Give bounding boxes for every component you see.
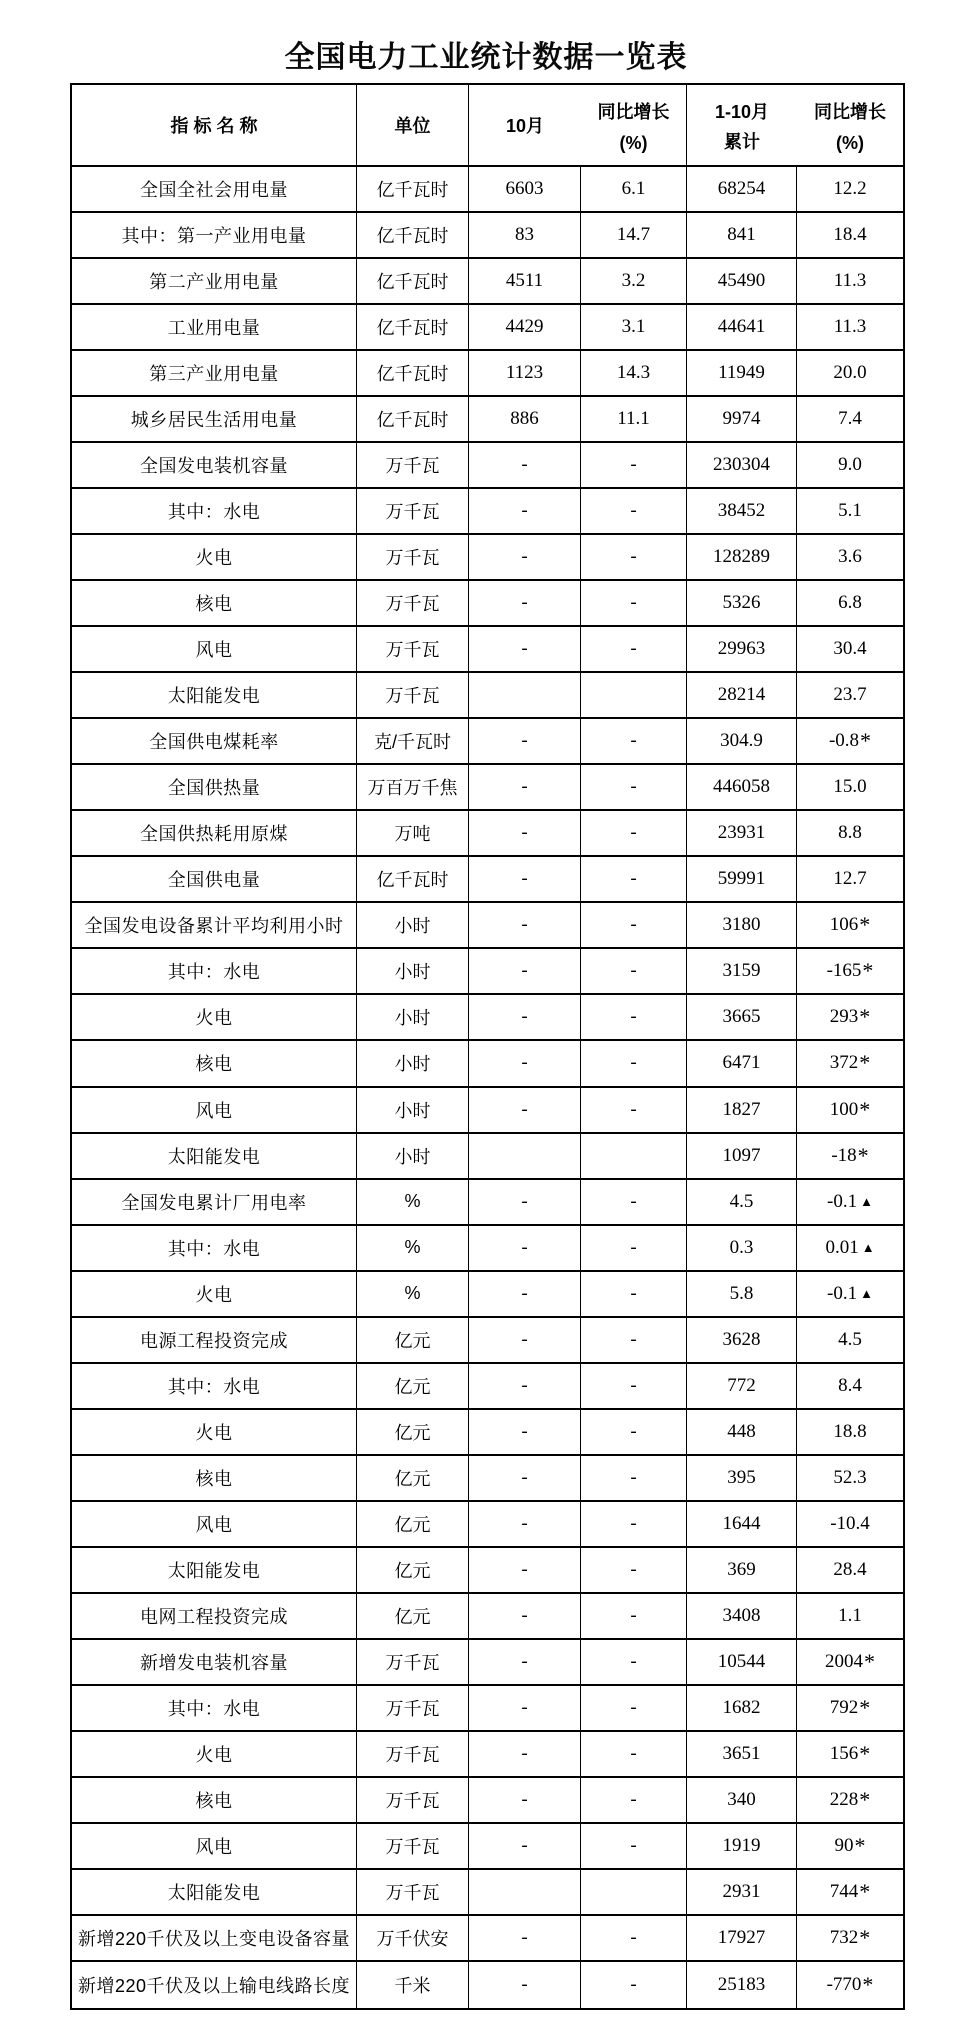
- cum-value-cell: 1827: [687, 1088, 797, 1134]
- oct-value-cell: -: [469, 1180, 581, 1226]
- cum-yoy-cell: 18.4: [797, 213, 903, 259]
- oct-value-cell: -: [469, 1410, 581, 1456]
- oct-yoy-cell: -: [581, 443, 687, 489]
- oct-yoy-cell: -: [581, 1916, 687, 1962]
- indicator-name-cell: 核电: [72, 1778, 357, 1824]
- oct-value-cell: -: [469, 719, 581, 765]
- indicator-name-cell: 火电: [72, 1410, 357, 1456]
- indicator-name-cell: 太阳能发电: [72, 1548, 357, 1594]
- indicator-name-cell: 风电: [72, 1824, 357, 1870]
- cum-yoy-cell: 7.4: [797, 397, 903, 443]
- cum-yoy-cell: 156 *: [797, 1732, 903, 1778]
- cum-value-cell: 230304: [687, 443, 797, 489]
- oct-value-cell: -: [469, 627, 581, 673]
- indicator-name-cell: 核电: [72, 1041, 357, 1087]
- cum-yoy-cell: -165 *: [797, 949, 903, 995]
- cum-value-cell: 44641: [687, 305, 797, 351]
- indicator-name-cell: 第二产业用电量: [72, 259, 357, 305]
- cum-yoy-cell: 732 *: [797, 1916, 903, 1962]
- cum-yoy-cell: 1.1: [797, 1594, 903, 1640]
- oct-yoy-cell: -: [581, 1226, 687, 1272]
- page-title: 全国电力工业统计数据一览表: [284, 41, 688, 74]
- unit-cell: 亿千瓦时: [357, 305, 469, 351]
- oct-yoy-cell: -: [581, 1041, 687, 1087]
- cum-value-cell: 3159: [687, 949, 797, 995]
- oct-value-cell: -: [469, 1041, 581, 1087]
- indicator-name-cell: 核电: [72, 581, 357, 627]
- unit-cell: %: [357, 1226, 469, 1272]
- oct-value-cell: -: [469, 811, 581, 857]
- indicator-name-cell: 全国发电设备累计平均利用小时: [72, 903, 357, 949]
- oct-yoy-cell: 6.1: [581, 167, 687, 213]
- unit-cell: 亿千瓦时: [357, 167, 469, 213]
- oct-yoy-cell: -: [581, 489, 687, 535]
- cum-value-cell: 1644: [687, 1502, 797, 1548]
- indicator-name-cell: 全国全社会用电量: [72, 167, 357, 213]
- oct-value-cell: -: [469, 1088, 581, 1134]
- oct-yoy-cell: -: [581, 1410, 687, 1456]
- oct-value-cell: [469, 673, 581, 719]
- unit-cell: 亿元: [357, 1548, 469, 1594]
- oct-yoy-cell: -: [581, 949, 687, 995]
- oct-yoy-cell: -: [581, 1824, 687, 1870]
- statistics-table: [70, 83, 905, 2010]
- cum-yoy-cell: -0.1 ▲: [797, 1180, 903, 1226]
- header-cumulative-yoy: [797, 85, 903, 167]
- oct-yoy-cell: -: [581, 765, 687, 811]
- oct-yoy-cell: 14.7: [581, 213, 687, 259]
- oct-value-cell: -: [469, 581, 581, 627]
- indicator-name-cell: 太阳能发电: [72, 1870, 357, 1916]
- oct-yoy-cell: -: [581, 581, 687, 627]
- oct-value-cell: 886: [469, 397, 581, 443]
- indicator-name-cell: 全国供电煤耗率: [72, 719, 357, 765]
- cum-yoy-cell: 28.4: [797, 1548, 903, 1594]
- header-indicator-name: 指 标 名 称: [72, 85, 357, 167]
- unit-cell: 克/千瓦时: [357, 719, 469, 765]
- cum-value-cell: 3180: [687, 903, 797, 949]
- oct-value-cell: -: [469, 1502, 581, 1548]
- oct-yoy-cell: -: [581, 1640, 687, 1686]
- indicator-name-cell: 全国发电装机容量: [72, 443, 357, 489]
- cum-yoy-cell: 792 *: [797, 1686, 903, 1732]
- unit-cell: 小时: [357, 949, 469, 995]
- indicator-name-cell: 城乡居民生活用电量: [72, 397, 357, 443]
- cum-value-cell: 2931: [687, 1870, 797, 1916]
- oct-value-cell: -: [469, 1318, 581, 1364]
- cum-value-cell: 1097: [687, 1134, 797, 1180]
- indicator-name-cell: 太阳能发电: [72, 1134, 357, 1180]
- cum-value-cell: 5.8: [687, 1272, 797, 1318]
- cum-yoy-cell: 20.0: [797, 351, 903, 397]
- oct-yoy-cell: -: [581, 719, 687, 765]
- cum-yoy-cell: 228 *: [797, 1778, 903, 1824]
- header-october-yoy-line2: (%): [619, 133, 648, 153]
- indicator-name-cell: 核电: [72, 1456, 357, 1502]
- unit-cell: 万千瓦: [357, 1640, 469, 1686]
- cum-yoy-cell: 11.3: [797, 259, 903, 305]
- cum-value-cell: 369: [687, 1548, 797, 1594]
- oct-yoy-cell: -: [581, 1318, 687, 1364]
- cum-yoy-cell: 3.6: [797, 535, 903, 581]
- cum-yoy-cell: 0.01 ▲: [797, 1226, 903, 1272]
- cum-yoy-cell: 2004 *: [797, 1640, 903, 1686]
- cum-value-cell: 9974: [687, 397, 797, 443]
- oct-value-cell: -: [469, 1824, 581, 1870]
- oct-yoy-cell: 3.2: [581, 259, 687, 305]
- cum-value-cell: 38452: [687, 489, 797, 535]
- cum-value-cell: 395: [687, 1456, 797, 1502]
- oct-value-cell: 1123: [469, 351, 581, 397]
- cum-value-cell: 0.3: [687, 1226, 797, 1272]
- oct-value-cell: -: [469, 1226, 581, 1272]
- cum-yoy-cell: -770 *: [826, 1971, 874, 1997]
- indicator-name-cell: 火电: [72, 1272, 357, 1318]
- header-cumulative-line1: 1-10月: [714, 102, 770, 122]
- cum-yoy-cell: 23.7: [797, 673, 903, 719]
- oct-yoy-cell: -: [581, 535, 687, 581]
- header-cumulative-line2: 累计: [724, 132, 760, 152]
- oct-value-cell: -: [469, 1594, 581, 1640]
- unit-cell: 亿元: [357, 1594, 469, 1640]
- unit-cell: 万千伏安: [357, 1916, 469, 1962]
- oct-yoy-cell: -: [581, 1548, 687, 1594]
- unit-cell: 万千瓦: [357, 673, 469, 719]
- cum-yoy-cell: 12.7: [797, 857, 903, 903]
- indicator-name-cell: 全国供热耗用原煤: [72, 811, 357, 857]
- indicator-name-cell: 新增220千伏及以上输电线路长度: [72, 1962, 357, 2008]
- unit-cell: 小时: [357, 1041, 469, 1087]
- header-cumulative: [687, 85, 797, 167]
- indicator-name-cell: 其中：水电: [72, 489, 357, 535]
- header-unit: 单位: [357, 85, 469, 167]
- indicator-name-cell: 电源工程投资完成: [72, 1318, 357, 1364]
- oct-value-cell: -: [469, 1456, 581, 1502]
- cum-value-cell: 304.9: [687, 719, 797, 765]
- cum-value-cell: 28214: [687, 673, 797, 719]
- oct-yoy-cell: -: [581, 1502, 687, 1548]
- cum-value-cell: 4.5: [687, 1180, 797, 1226]
- cum-yoy-cell: 100 *: [797, 1088, 903, 1134]
- cum-value-cell: 23931: [687, 811, 797, 857]
- unit-cell: 亿元: [357, 1456, 469, 1502]
- oct-value-cell: -: [469, 1548, 581, 1594]
- cum-value-cell: 25183: [687, 1962, 797, 2008]
- cum-value-cell: 5326: [687, 581, 797, 627]
- indicator-name-cell: 其中：水电: [72, 1364, 357, 1410]
- cum-value-cell: 1682: [687, 1686, 797, 1732]
- cum-value-cell: 3628: [687, 1318, 797, 1364]
- cum-value-cell: 448: [687, 1410, 797, 1456]
- cum-value-cell: 6471: [687, 1041, 797, 1087]
- indicator-name-cell: 第三产业用电量: [72, 351, 357, 397]
- unit-cell: 小时: [357, 1134, 469, 1180]
- cum-yoy-cell: 6.8: [797, 581, 903, 627]
- cum-value-cell: 59991: [687, 857, 797, 903]
- oct-yoy-cell: -: [581, 1594, 687, 1640]
- oct-yoy-cell: 11.1: [581, 397, 687, 443]
- header-cumulative-yoy-line2: (%): [836, 133, 864, 153]
- cum-yoy-cell: -18 *: [797, 1134, 903, 1180]
- indicator-name-cell: 全国供热量: [72, 765, 357, 811]
- indicator-name-cell: 其中：水电: [72, 949, 357, 995]
- unit-cell: 万千瓦: [357, 581, 469, 627]
- cum-yoy-cell: 8.4: [797, 1364, 903, 1410]
- indicator-name-cell: 风电: [72, 1502, 357, 1548]
- header-october-yoy-line1: 同比增长: [597, 102, 670, 122]
- oct-yoy-cell: 14.3: [581, 351, 687, 397]
- oct-yoy-cell: -: [581, 995, 687, 1041]
- oct-yoy-cell: -: [581, 1732, 687, 1778]
- cum-yoy-cell: 90 *: [797, 1824, 903, 1870]
- unit-cell: 万千瓦: [357, 627, 469, 673]
- oct-yoy-cell: -: [581, 1686, 687, 1732]
- unit-cell: 亿元: [357, 1318, 469, 1364]
- oct-yoy-cell: -: [581, 1962, 687, 2008]
- oct-value-cell: 4511: [469, 259, 581, 305]
- cum-yoy-cell: 12.2: [797, 167, 903, 213]
- indicator-name-cell: 全国发电累计厂用电率: [72, 1180, 357, 1226]
- oct-yoy-cell: -: [581, 1456, 687, 1502]
- cum-yoy-cell: 18.8: [797, 1410, 903, 1456]
- indicator-name-cell: 电网工程投资完成: [72, 1594, 357, 1640]
- cum-yoy-cell: -10.4: [797, 1502, 903, 1548]
- unit-cell: 万千瓦: [357, 535, 469, 581]
- unit-cell: 小时: [357, 903, 469, 949]
- cum-yoy-cell: 15.0: [797, 765, 903, 811]
- oct-value-cell: -: [469, 1916, 581, 1962]
- cum-value-cell: 446058: [687, 765, 797, 811]
- header-october: 10月: [469, 85, 581, 167]
- oct-value-cell: -: [469, 1962, 581, 2008]
- oct-value-cell: -: [469, 535, 581, 581]
- oct-yoy-cell: -: [581, 857, 687, 903]
- oct-value-cell: -: [469, 1732, 581, 1778]
- oct-value-cell: -: [469, 443, 581, 489]
- cum-yoy-cell: 30.4: [797, 627, 903, 673]
- unit-cell: 万千瓦: [357, 443, 469, 489]
- header-cumulative-yoy-line1: 同比增长: [814, 102, 886, 122]
- oct-value-cell: [469, 1870, 581, 1916]
- unit-cell: 万千瓦: [357, 1824, 469, 1870]
- oct-value-cell: -: [469, 765, 581, 811]
- oct-value-cell: 6603: [469, 167, 581, 213]
- cum-value-cell: 3651: [687, 1732, 797, 1778]
- unit-cell: 亿元: [357, 1502, 469, 1548]
- unit-cell: 小时: [357, 1088, 469, 1134]
- unit-cell: 万千瓦: [357, 1778, 469, 1824]
- cum-value-cell: 29963: [687, 627, 797, 673]
- oct-value-cell: 83: [469, 213, 581, 259]
- cum-yoy-cell: 744 *: [797, 1870, 903, 1916]
- oct-yoy-cell: [581, 1134, 687, 1180]
- oct-yoy-cell: -: [581, 1180, 687, 1226]
- cum-yoy-cell: -0.8 *: [797, 719, 903, 765]
- oct-yoy-cell: 3.1: [581, 305, 687, 351]
- oct-yoy-cell: -: [581, 1088, 687, 1134]
- oct-value-cell: -: [469, 903, 581, 949]
- oct-value-cell: -: [469, 995, 581, 1041]
- header-october-yoy: [581, 85, 687, 167]
- cum-value-cell: 68254: [687, 167, 797, 213]
- indicator-name-cell: 太阳能发电: [72, 673, 357, 719]
- indicator-name-cell: 工业用电量: [72, 305, 357, 351]
- indicator-name-cell: 风电: [72, 627, 357, 673]
- oct-value-cell: [469, 1134, 581, 1180]
- unit-cell: 小时: [357, 995, 469, 1041]
- oct-value-cell: 4429: [469, 305, 581, 351]
- unit-cell: 万吨: [357, 811, 469, 857]
- unit-cell: 万千瓦: [357, 1732, 469, 1778]
- cum-yoy-cell: 106 *: [797, 903, 903, 949]
- cum-value-cell: 11949: [687, 351, 797, 397]
- indicator-name-cell: 火电: [72, 535, 357, 581]
- unit-cell: 万千瓦: [357, 1686, 469, 1732]
- cum-yoy-cell: 4.5: [797, 1318, 903, 1364]
- indicator-name-cell: 全国供电量: [72, 857, 357, 903]
- cum-value-cell: 340: [687, 1778, 797, 1824]
- unit-cell: 亿千瓦时: [357, 213, 469, 259]
- cum-value-cell: 3665: [687, 995, 797, 1041]
- unit-cell: 亿千瓦时: [357, 351, 469, 397]
- unit-cell: 万千瓦: [357, 489, 469, 535]
- unit-cell: 万百万千焦: [357, 765, 469, 811]
- oct-yoy-cell: -: [581, 1778, 687, 1824]
- unit-cell: 亿元: [357, 1410, 469, 1456]
- unit-cell: 亿千瓦时: [357, 857, 469, 903]
- indicator-name-cell: 新增220千伏及以上变电设备容量: [72, 1916, 357, 1962]
- indicator-name-cell: 火电: [72, 1732, 357, 1778]
- oct-yoy-cell: -: [581, 903, 687, 949]
- oct-value-cell: -: [469, 1364, 581, 1410]
- cum-yoy-cell: 52.3: [797, 1456, 903, 1502]
- cum-yoy-cell: 9.0: [797, 443, 903, 489]
- indicator-name-cell: 其中：水电: [72, 1686, 357, 1732]
- indicator-name-cell: 其中：水电: [72, 1226, 357, 1272]
- oct-value-cell: -: [469, 857, 581, 903]
- unit-cell: %: [357, 1272, 469, 1318]
- oct-yoy-cell: -: [581, 1364, 687, 1410]
- oct-yoy-cell: -: [581, 811, 687, 857]
- indicator-name-cell: 新增发电装机容量: [72, 1640, 357, 1686]
- cum-yoy-cell: 11.3: [797, 305, 903, 351]
- oct-yoy-cell: [581, 1870, 687, 1916]
- oct-value-cell: -: [469, 1272, 581, 1318]
- cum-yoy-cell: 5.1: [797, 489, 903, 535]
- oct-value-cell: -: [469, 1778, 581, 1824]
- cum-value-cell: 841: [687, 213, 797, 259]
- cum-value-cell: 17927: [687, 1916, 797, 1962]
- cum-value-cell: 1919: [687, 1824, 797, 1870]
- cum-value-cell: 10544: [687, 1640, 797, 1686]
- oct-value-cell: -: [469, 489, 581, 535]
- oct-value-cell: -: [469, 1686, 581, 1732]
- cum-yoy-cell: 372 *: [797, 1041, 903, 1087]
- unit-cell: 亿千瓦时: [357, 397, 469, 443]
- oct-value-cell: -: [469, 949, 581, 995]
- unit-cell: 亿元: [357, 1364, 469, 1410]
- cum-yoy-cell: 8.8: [797, 811, 903, 857]
- unit-cell: 亿千瓦时: [357, 259, 469, 305]
- unit-cell: 千米: [357, 1962, 469, 2008]
- oct-yoy-cell: -: [581, 1272, 687, 1318]
- oct-yoy-cell: -: [581, 627, 687, 673]
- cum-value-cell: 772: [687, 1364, 797, 1410]
- indicator-name-cell: 火电: [72, 995, 357, 1041]
- cum-value-cell: 3408: [687, 1594, 797, 1640]
- oct-value-cell: -: [469, 1640, 581, 1686]
- unit-cell: 万千瓦: [357, 1870, 469, 1916]
- cum-value-cell: 45490: [687, 259, 797, 305]
- unit-cell: %: [357, 1180, 469, 1226]
- cum-yoy-cell: -0.1 ▲: [797, 1272, 903, 1318]
- cum-yoy-cell: 293 *: [797, 995, 903, 1041]
- indicator-name-cell: 其中：第一产业用电量: [72, 213, 357, 259]
- oct-yoy-cell: [581, 673, 687, 719]
- cum-value-cell: 128289: [687, 535, 797, 581]
- indicator-name-cell: 风电: [72, 1088, 357, 1134]
